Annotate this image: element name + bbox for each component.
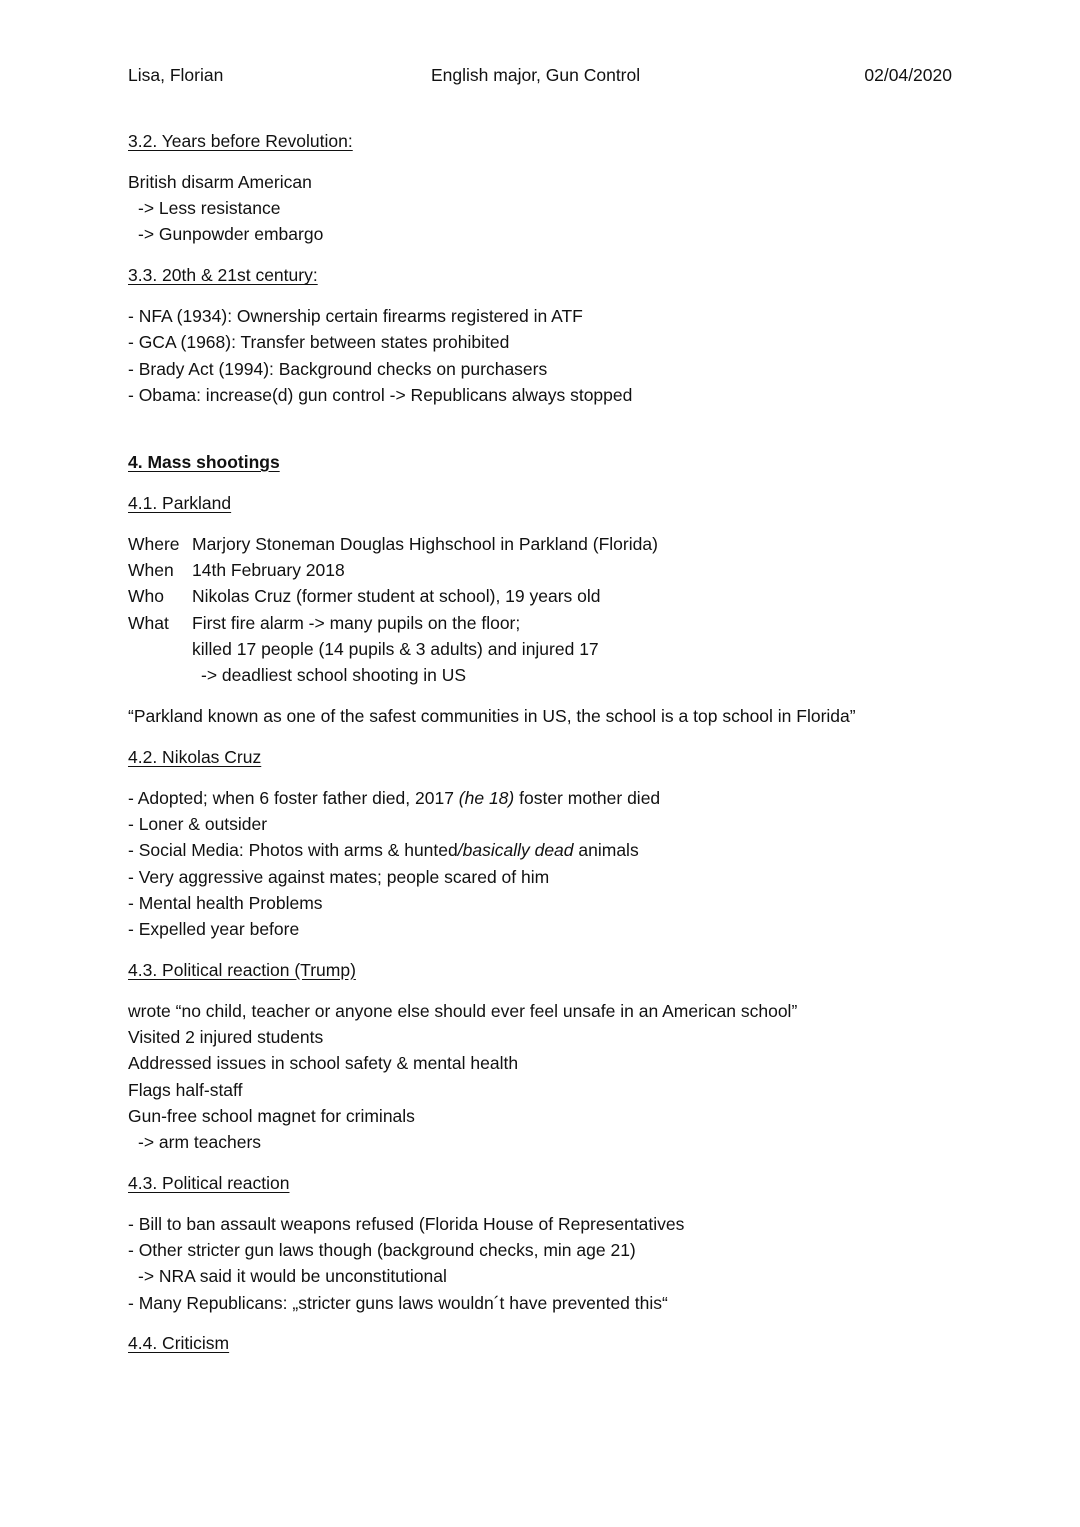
s3-2-line: -> Less resistance xyxy=(138,198,281,219)
trump-line: Addressed issues in school safety & mental health xyxy=(128,1053,519,1074)
s3-2-line: -> Gunpowder embargo xyxy=(138,224,324,245)
section-3-2-heading: 3.2. Years before Revolution: xyxy=(128,131,353,151)
who-label: Who xyxy=(128,586,164,607)
trump-line: wrote “no child, teacher or anyone else should ever feel unsafe in an American school” xyxy=(128,1000,798,1021)
section-4-3-trump-heading: 4.3. Political reaction (Trump) xyxy=(128,959,356,980)
cruz-item: - Mental health Problems xyxy=(128,892,323,913)
trump-line: Visited 2 injured students xyxy=(128,1027,324,1048)
who-value: Nikolas Cruz (former student at school), 19 years old xyxy=(192,586,601,607)
where-value: Marjory Stoneman Douglas Highschool in Parkland (Florida) xyxy=(192,533,658,554)
header-subject: English major, Gun Control xyxy=(431,65,641,85)
header-author: Lisa, Florian xyxy=(128,65,224,85)
what-value-consequence: -> deadliest school shooting in US xyxy=(201,665,467,686)
s3-3-item: - GCA (1968): Transfer between states prohibited xyxy=(128,332,510,353)
cruz-item xyxy=(128,837,948,863)
cruz-item xyxy=(128,785,948,811)
s3-3-item: - Brady Act (1994): Background checks on purchasers xyxy=(128,358,548,379)
parkland-what xyxy=(128,610,948,636)
cruz-item: - Very aggressive against mates; people scared of him xyxy=(128,866,550,887)
reaction-line: - Bill to ban assault weapons refused (Florida House of Representatives xyxy=(128,1213,685,1234)
what-label: What xyxy=(128,612,169,633)
s3-3-item: - NFA (1934): Ownership certain firearms registered in ATF xyxy=(128,305,583,326)
section-4-heading: 4. Mass shootings xyxy=(128,452,280,473)
page-header xyxy=(128,65,952,89)
parkland-where xyxy=(128,531,948,557)
section-4-3-heading: 4.3. Political reaction xyxy=(128,1173,290,1193)
trump-line: Gun-free school magnet for criminals xyxy=(128,1105,415,1126)
s3-2-line: British disarm American xyxy=(128,171,312,192)
section-4-1-heading: 4.1. Parkland xyxy=(128,492,232,513)
what-value-continued: killed 17 people (14 pupils & 3 adults) and injured 17 xyxy=(192,638,599,659)
cruz-item-italic: /basically dead xyxy=(457,840,574,861)
document-body xyxy=(128,128,948,1371)
cruz-item-text: foster mother died xyxy=(514,787,661,808)
section-3-3-heading: 3.3. 20th & 21st century: xyxy=(128,265,318,286)
reaction-line-sub: -> NRA said it would be unconstitutional xyxy=(138,1266,447,1287)
cruz-item-text: - Adopted; when 6 foster father died, 2017 xyxy=(128,787,459,808)
cruz-item-text: - Social Media: Photos with arms & hunted xyxy=(128,840,458,861)
s3-3-item: - Obama: increase(d) gun control -> Republicans always stopped xyxy=(128,384,633,405)
when-value: 14th February 2018 xyxy=(192,560,345,581)
where-label: Where xyxy=(128,533,180,554)
trump-line-sub: -> arm teachers xyxy=(138,1132,262,1153)
parkland-when xyxy=(128,557,948,583)
cruz-item-italic: (he 18) xyxy=(458,787,515,808)
section-4-4-heading: 4.4. Criticism xyxy=(128,1333,230,1354)
trump-line: Flags half-staff xyxy=(128,1079,243,1100)
reaction-line: - Other stricter gun laws though (background checks, min age 21) xyxy=(128,1240,636,1261)
parkland-who xyxy=(128,583,948,609)
cruz-item: - Loner & outsider xyxy=(128,813,268,834)
section-4-2-heading: 4.2. Nikolas Cruz xyxy=(128,746,262,767)
parkland-quote: “Parkland known as one of the safest communities in US, the school is a top school in Florida” xyxy=(128,706,856,727)
header-date: 02/04/2020 xyxy=(864,65,952,85)
cruz-item: - Expelled year before xyxy=(128,919,300,940)
reaction-line: - Many Republicans: „stricter guns laws wouldn´t have prevented this“ xyxy=(128,1292,668,1313)
cruz-item-text: animals xyxy=(573,840,639,861)
when-label: When xyxy=(128,560,174,581)
what-value: First fire alarm -> many pupils on the floor; xyxy=(192,612,521,633)
